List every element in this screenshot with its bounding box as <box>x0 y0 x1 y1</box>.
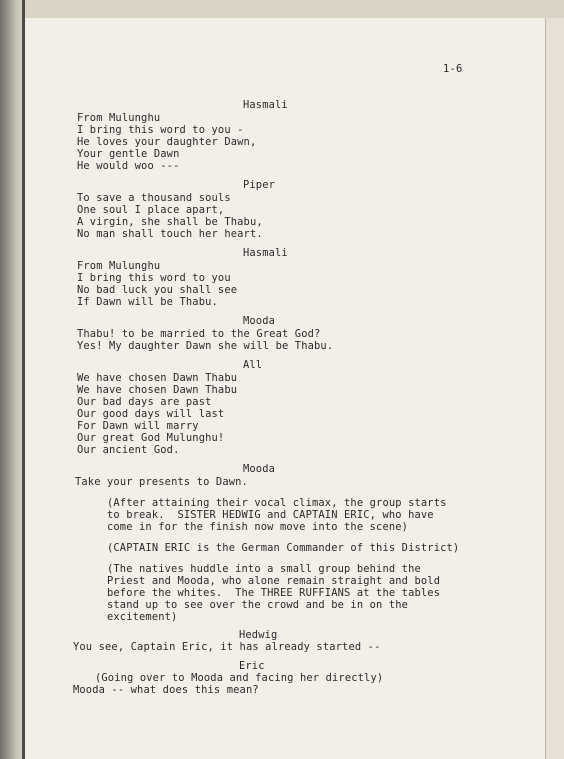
dialogue-line: Our ancient God. <box>77 444 180 456</box>
parenthetical-direction: (Going over to Mooda and facing her directly) <box>95 672 384 684</box>
speaker-cue: Hedwig <box>239 629 278 641</box>
dialogue-line: Yes! My daughter Dawn she will be Thabu. <box>77 340 334 352</box>
stage-direction-line: before the whites. The THREE RUFFIANS at the tables <box>107 587 441 599</box>
dialogue-line: No bad luck you shall see <box>77 284 238 296</box>
page-number: 1-6 <box>443 63 463 75</box>
dialogue-line: Our good days will last <box>77 408 225 420</box>
dialogue-line: From Mulunghu <box>77 260 161 272</box>
stage-direction-line: Priest and Mooda, who alone remain straight and bold <box>107 575 441 587</box>
speaker-cue: Hasmali <box>243 99 288 111</box>
dialogue-line: He would woo --- <box>77 160 180 172</box>
stage-direction-line: come in for the finish now move into the scene) <box>107 521 409 533</box>
dialogue-line: A virgin, she shall be Thabu, <box>77 216 263 228</box>
speaker-cue: Piper <box>243 179 276 191</box>
stage-direction-line: (The natives huddle into a small group behind the <box>107 563 421 575</box>
dialogue-line: Our bad days are past <box>77 396 212 408</box>
dialogue-line: To save a thousand souls <box>77 192 231 204</box>
dialogue-line: For Dawn will marry <box>77 420 199 432</box>
dialogue-line: From Mulunghu <box>77 112 161 124</box>
background-strip <box>545 18 564 759</box>
dialogue-line: Thabu! to be married to the Great God? <box>77 328 321 340</box>
dialogue-line: I bring this word to you <box>77 272 231 284</box>
speaker-cue: Eric <box>239 660 265 672</box>
dialogue-line: No man shall touch her heart. <box>77 228 263 240</box>
stage-direction-line: (CAPTAIN ERIC is the German Commander of this District) <box>107 542 460 554</box>
speaker-cue: Hasmali <box>243 247 288 259</box>
dialogue-line: We have chosen Dawn Thabu <box>77 372 238 384</box>
speaker-cue: Mooda <box>243 463 276 475</box>
dialogue-line: I bring this word to you - <box>77 124 244 136</box>
stage-direction-line: (After attaining their vocal climax, the group starts <box>107 497 447 509</box>
stage-direction-line: excitement) <box>107 611 178 623</box>
stage-direction-line: to break. SISTER HEDWIG and CAPTAIN ERIC, who have <box>107 509 434 521</box>
script-page <box>25 18 545 759</box>
dialogue-line: Take your presents to Dawn. <box>75 476 248 488</box>
dialogue-line: Our great God Mulunghu! <box>77 432 225 444</box>
dialogue-line: One soul I place apart, <box>77 204 225 216</box>
dialogue-line: Your gentle Dawn <box>77 148 180 160</box>
dialogue-line: He loves your daughter Dawn, <box>77 136 257 148</box>
dialogue-line: If Dawn will be Thabu. <box>77 296 218 308</box>
stage-direction-line: stand up to see over the crowd and be in on the <box>107 599 409 611</box>
dialogue-line: Mooda -- what does this mean? <box>73 684 259 696</box>
dialogue-line: You see, Captain Eric, it has already started -- <box>73 641 381 653</box>
speaker-cue: Mooda <box>243 315 276 327</box>
binding-strip <box>0 0 24 759</box>
speaker-cue: All <box>243 359 263 371</box>
dialogue-line: We have chosen Dawn Thabu <box>77 384 238 396</box>
